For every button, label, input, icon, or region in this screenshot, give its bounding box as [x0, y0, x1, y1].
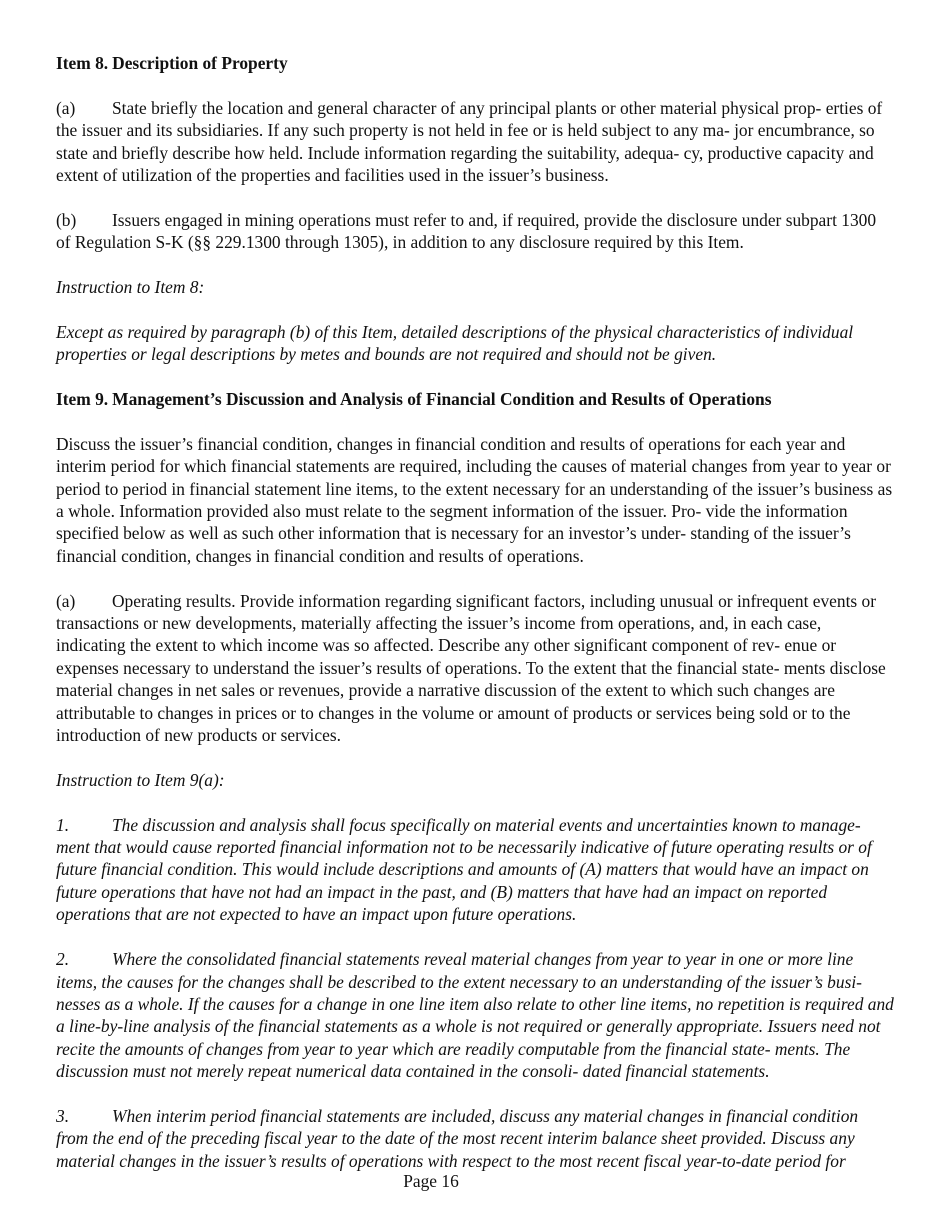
- item9-heading: [56, 388, 894, 410]
- instruction-item-3-text: When interim period financial statements are included, discuss any material changes in financial condition from the end of the preceding fiscal year to the date of the most recent interim balance sheet provided. Discuss any material changes in the issuer’s results of operations with respect to the most recent fiscal year-to-date period for: [56, 1105, 859, 1171]
- instruction-item-2-number: 2.: [56, 949, 70, 970]
- item8-paragraph-b-label: (b): [56, 209, 77, 230]
- item9-intro-paragraph: Discuss the issuer’s financial condition, changes in financial condition and results of operations for each year and interim period for which financial statements are required, including the causes of material changes from year to year or period to period in financial statement line items, to the extent necessary for an understanding of the issuer’s business as a whole. Information provided also must relate to the segment information of the issuer. Pro- vide the information specified below as well as such other information that is necessary for an investor’s under- standing of the issuer’s financial condition, changes in financial condition and results of operations.: [56, 433, 893, 566]
- instruction-item-1-text: The discussion and analysis shall focus specifically on material events and uncertainties known to manage- ment that would cause reported financial information not to be necessarily indicative of future operating results or of future financial condition. This would include descriptions and amounts of (A) matters that would have an impact on future operations that have not had an impact in the past, and (B) matters that have had an impact on reported operations that are not expected to have an impact upon future operations.: [56, 814, 872, 925]
- instruction-item-2-text: Where the consolidated financial statements reveal material changes from year to year in one or more line items, the causes for the changes shall be described to the extent necessary to an understanding of the issuer’s busi- nesses as a whole. If the causes for a change in one line item also relate to other line items, no repetition is required and a line-by-line analysis of the financial statements as a whole is not required or generally appropriate. Issuers need not recite the amounts of changes from year to year which are readily computable from the financial state- ments. The discussion must not merely repeat numerical data contained in the consoli- dated financial statements.: [56, 949, 894, 1082]
- page-number: Page 16: [403, 1171, 459, 1191]
- item9-number: Item 9.: [56, 389, 109, 410]
- item8-paragraph-b-text: Issuers engaged in mining operations must refer to and, if required, provide the disclosure under subpart 1300 of Regulation S-K (§§ 229.1300 through 1305), in addition to any disclosure required by this Item.: [56, 209, 877, 253]
- item9-paragraph-a-label: (a): [56, 590, 76, 611]
- document-page: [56, 52, 894, 1195]
- item8-paragraph-a-label: (a): [56, 97, 76, 118]
- item8-paragraph-a-text: State briefly the location and general character of any principal plants or other material physical prop- erties of the issuer and its subsidiaries. If any such property is not held in fee or is held subject to any ma- jor encumbrance, so state and briefly describe how held. Include information regarding the suitability, adequa- cy, productive capacity and extent of utilization of the properties and facilities used in the issuer’s business.: [56, 97, 883, 186]
- instruction-item-1-number: 1.: [56, 814, 70, 835]
- item9-paragraph-a: [56, 590, 894, 747]
- item8-paragraph-a: [56, 97, 894, 187]
- item8-title: Description of Property: [112, 53, 288, 73]
- instruction-item-3: [56, 1105, 894, 1172]
- item8-heading: [56, 52, 894, 74]
- item8-instruction-heading: Instruction to Item 8:: [56, 277, 205, 298]
- item9a-instruction-heading: Instruction to Item 9(a):: [56, 769, 225, 790]
- instruction-item-2: [56, 948, 894, 1082]
- item8-number: Item 8.: [56, 53, 109, 73]
- instruction-item-3-number: 3.: [56, 1105, 70, 1126]
- instruction-item-1: [56, 814, 894, 926]
- item9-paragraph-a-text: Operating results. Provide information regarding significant factors, including unusual or infrequent events or transactions or new developments, materially affecting the issuer’s income from operations, and, in each case, indicating the extent to which income was so affected. Describe any other significant component of rev- enue or expenses necessary to understand the issuer’s results of operations. To the extent that the financial state- ments disclose material changes in net sales or revenues, provide a narrative discussion of the extent to which such changes are attributable to changes in prices or to changes in the volume or amount of products or services being sold or to the introduction of new products or services.: [56, 590, 886, 746]
- item8-instruction-text: Except as required by paragraph (b) of this Item, detailed descriptions of the physical characteristics of individual properties or legal descriptions by metes and bounds are not required and should not be given.: [56, 321, 854, 365]
- item9-title: Management’s Discussion and Analysis of Financial Condition and Results of Operations: [112, 389, 772, 410]
- item8-paragraph-b: [56, 209, 894, 254]
